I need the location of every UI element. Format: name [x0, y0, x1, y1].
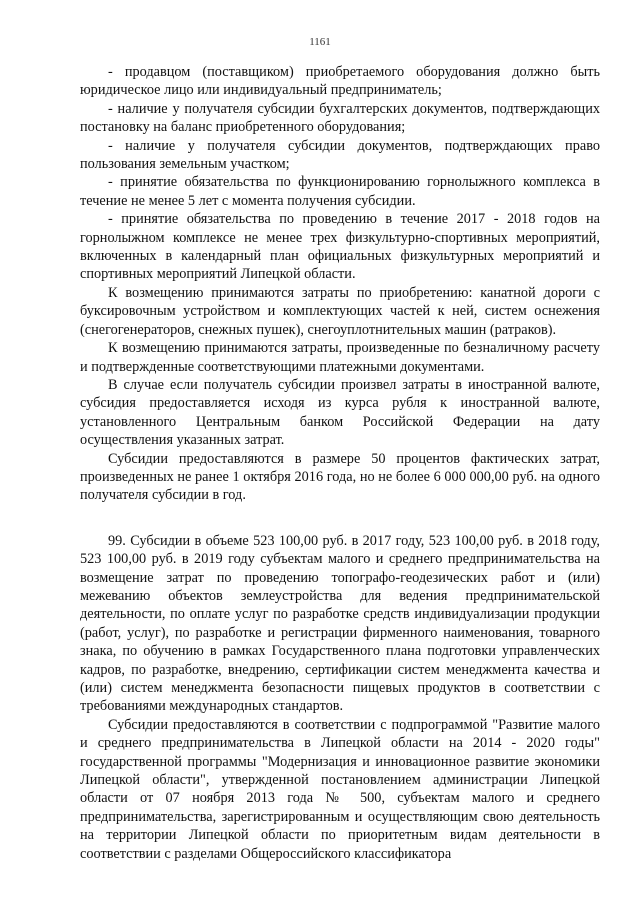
paragraph: Субсидии предоставляются в размере 50 процентов фактических затрат, произведенных не ранее 1 октября 2016 года, но не более 6 000 000,00 руб. на одного получателя субсидии в год. [80, 450, 600, 504]
paragraph: В случае если получатель субсидии произвел затраты в иностранной валюте, субсидия предоставляется исходя из курса рубля к иностранной валюте, установленного Центральным банком Российской Федерации на дату осуществления указанных затрат. [80, 376, 600, 449]
paragraph: - продавцом (поставщиком) приобретаемого оборудования должно быть юридическое лицо или индивидуальный предприниматель; [80, 64, 600, 99]
document-body [80, 63, 600, 863]
paragraph: - принятие обязательства по проведению в течение 2017 - 2018 годов на горнолыжном комплексе не менее трех физкультурно-спортивных мероприятий, включенных в календарный план официальных физкультурных мероприятий и спортивных мероприятий Липецкой области. [80, 211, 600, 283]
paragraph: - наличие у получателя субсидии документов, подтверждающих право пользования земельным участком; [80, 137, 600, 173]
section-spacer [80, 505, 600, 532]
page-number: 1161 [309, 36, 331, 48]
paragraph: К возмещению принимаются затраты по приобретению: канатной дороги с буксировочным устройством и комплектующих частей к ней, систем оснежения (снегогенераторов, снежных пушек), снегоуплотнительных машин (ратраков). [80, 284, 600, 338]
paragraph-item-99: 99. Субсидии в объеме 523 100,00 руб. в 2017 году, 523 100,00 руб. в 2018 году, 523 100,00 руб. в 2019 году субъектам малого и среднего предпринимательства на возмещение затрат по проведению топографо-геодезических работ и (или) межеванию объектов землеустройства для ведения предпринимательской деятельности, по оплате услуг по разработке средств индивидуализации продукции (работ, услуг), по разработке и регистрации фирменного наименования, товарного знака, по обучению в рамках Государственного плана подготовки управленческих кадров, по разработке, внедрению, сертификации систем менеджмента качества и (или) систем менеджмента безопасности пищевых продуктов в соответствии с требованиями международных стандартов. [80, 532, 600, 715]
paragraph: Субсидии предоставляются в соответствии с подпрограммой "Развитие малого и среднего предпринимательства в Липецкой области на 2014 - 2020 годы" государственной программы "Модернизация и инновационное развитие экономики Липецкой области", утвержденной постановлением администрации Липецкой области от 07 ноября 2013 года № 500, субъектам малого и среднего предпринимательства, зарегистрированным и осуществляющим свою деятельность на территории Липецкой области по приоритетным видам деятельности в соответствии с разделами Общероссийского классификатора [80, 716, 600, 862]
paragraph: - принятие обязательства по функционированию горнолыжного комплекса в течение не менее 5 лет с момента получения субсидии. [80, 174, 600, 209]
paragraph: - наличие у получателя субсидии бухгалтерских документов, подтверждающих постановку на баланс приобретенного оборудования; [80, 100, 600, 136]
paragraph: К возмещению принимаются затраты, произведенные по безналичному расчету и подтвержденные соответствующими платежными документами. [80, 340, 600, 375]
